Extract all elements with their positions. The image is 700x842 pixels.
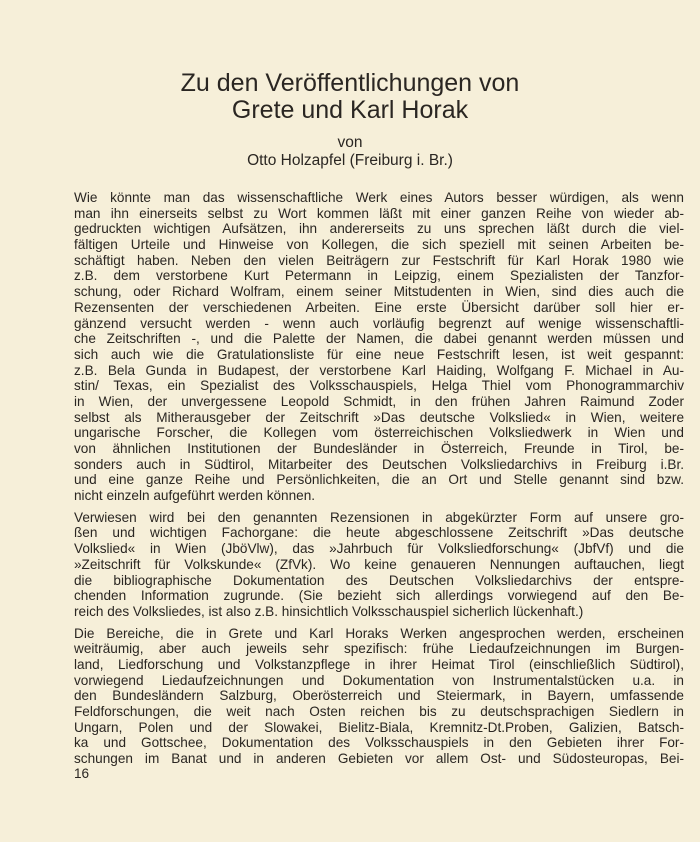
text-line: nicht einzeln aufgeführt werden können. bbox=[74, 488, 316, 504]
paragraph bbox=[74, 510, 684, 620]
article-title bbox=[0, 70, 700, 124]
paragraph bbox=[74, 190, 684, 504]
text-line: sich auch wie die Gratulationsliste für eine neue Festschrift lesen, ist weit gespannt: bbox=[74, 346, 684, 362]
page-number: 16 bbox=[74, 766, 90, 781]
title-line-1: Zu den Veröffentlichungen von bbox=[180, 69, 520, 97]
paragraph bbox=[74, 626, 684, 767]
text-line: Volkslied« in Wien (JböVlw), das »Jahrbuch für Volksliedforschung« (JbfVf) und die bbox=[74, 541, 684, 557]
text-line: z.B. Bela Gunda in Budapest, der verstorbene Karl Haiding, Wolfgang F. Michael in Au- bbox=[74, 362, 684, 378]
text-line: ungarische Forscher, die Kollegen vom österreichischen Volksliedwerk in Wien und bbox=[74, 425, 684, 441]
text-line: Feldforschungen, die weit nach Osten reichen bis zu deutschsprachigen Siedlern in bbox=[74, 704, 684, 719]
text-line: ßen und wichtigen Fachorgane: die heute abgeschlossene Zeitschrift »Das deutsche bbox=[74, 525, 684, 541]
text-line: reich des Volksliedes, ist also z.B. hinsichtlich Volksschauspiel sicherlich lückenhaft.) bbox=[74, 603, 584, 619]
article-body bbox=[74, 190, 684, 767]
text-line: »Zeitschrift für Volkskunde« (ZfVk). Wo keine genaueren Nennungen auftauchen, liegt bbox=[74, 556, 684, 572]
text-line: Ungarn, Polen und der Slowakei, Bielitz-Biala, Kremnitz-Dt.Proben, Galizien, Batsch- bbox=[74, 719, 684, 735]
text-line: z.B. dem verstorbene Kurt Petermann in Leipzig, einem Spezialisten der Tanzfor- bbox=[74, 268, 684, 284]
text-line: den Bundesländern Salzburg, Oberösterreich und Steiermark, in Bayern, umfassende bbox=[74, 688, 684, 704]
text-line: vorwiegend Liedaufzeichnungen und Dokumentation von Instrumentalstücken u.a. in bbox=[74, 672, 684, 688]
author-line: Otto Holzapfel (Freiburg i. Br.) bbox=[247, 152, 453, 169]
text-line: Verwiesen wird bei den genannten Rezensionen in abgekürzter Form auf unsere gro- bbox=[74, 509, 684, 525]
text-line: und eine ganze Reihe und Persönlichkeiten, die an Ort und Stelle genannt sind bzw. bbox=[74, 472, 684, 488]
text-line: sonders auch in Südtirol, Mitarbeiter des Deutschen Volksliedarchivs in Freiburg i.Br. bbox=[74, 456, 684, 472]
text-line: fältigen Urteile und Hinweise von Kollegen, die sich speziell mit seinen Arbeiten be- bbox=[74, 237, 684, 253]
text-line: che Zeitschriften -, und die Palette der Namen, die dabei genannt werden müssen und bbox=[74, 331, 684, 347]
text-line: gedruckten wichtigen Aufsätzen, ihn andererseits zu uns sprechen läßt durch die viel- bbox=[74, 221, 684, 237]
text-line: man ihn einerseits selbst zu Wort kommen läßt mit einer ganzen Reihe von wieder ab- bbox=[74, 205, 684, 221]
text-line: schäftigt haben. Neben den vielen Beiträgern zur Festschrift für Karl Horak 1980 wie bbox=[74, 252, 684, 268]
text-line: von ähnlichen Institutionen der Bundesländer in Österreich, Freunde in Tirol, be- bbox=[74, 441, 684, 456]
byline-von: von bbox=[337, 134, 363, 151]
text-line: schungen im Banat und in anderen Gebieten vor allem Ost- und Südosteuropas, Bei- bbox=[74, 751, 684, 767]
title-line-2: Grete und Karl Horak bbox=[231, 96, 469, 124]
text-line: chenden Information zugrunde. (Sie bezieht sich allerdings vorwiegend auf den Be- bbox=[74, 588, 684, 604]
text-line: gänzend versucht werden - wenn auch vorläufig begrenzt auf wenige wissenschaftli- bbox=[74, 315, 684, 331]
text-line: weiträumig, aber auch jeweils sehr spezifisch: frühe Liedaufzeichnungen im Burgen- bbox=[74, 641, 684, 657]
text-line: land, Liedforschung und Volkstanzpflege in ihrer Heimat Tirol (einschließlich Südtirol), bbox=[74, 656, 684, 672]
text-line: Wie könnte man das wissenschaftliche Werk eines Autors besser würdigen, als wenn bbox=[74, 190, 684, 205]
text-line: stin/ Texas, ein Spezialist des Volksschauspiels, Helga Thiel vom Phonogrammarchiv bbox=[74, 378, 684, 394]
text-line: in Wien, der unvergessene Leopold Schmidt, in den frühen Jahren Raimund Zoder bbox=[74, 393, 684, 409]
text-line: schung, oder Richard Wolfram, einem seiner Mitstudenten in Wien, sind dies auch die bbox=[74, 284, 684, 300]
text-line: selbst als Mitherausgeber der Zeitschrift »Das deutsche Volkslied« in Wien, weitere bbox=[74, 409, 684, 425]
text-line: Rezensenten der verschiedenen Arbeiten. Eine erste Übersicht darüber soll hier er- bbox=[74, 299, 684, 315]
text-line: die bibliographische Dokumentation des Deutschen Volksliedarchivs der entspre- bbox=[74, 572, 684, 588]
text-line: Die Bereiche, die in Grete und Karl Horaks Werken angesprochen werden, erscheinen bbox=[74, 625, 684, 641]
text-line: ka und Gottschee, Dokumentation des Volksschauspiels in den Gebieten ihrer For- bbox=[74, 735, 684, 751]
